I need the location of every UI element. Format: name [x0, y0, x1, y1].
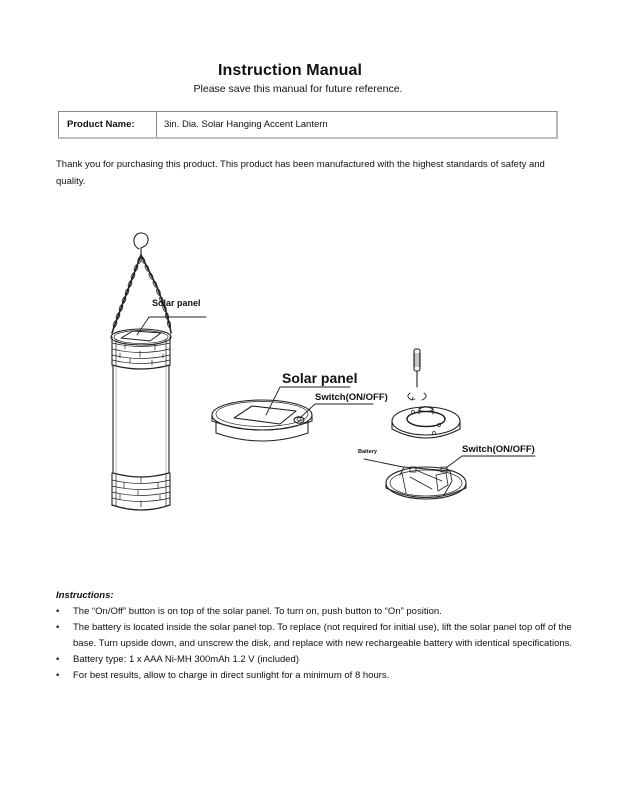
page-subtitle: Please save this manual for future reference. [193, 83, 403, 95]
panel-top-solar-panel-label: Solar panel [282, 370, 358, 386]
product-name-label: Product Name: [59, 112, 157, 137]
instruction-item [56, 620, 576, 652]
instructions-heading: Instructions: [56, 590, 114, 601]
page-title: Instruction Manual [217, 62, 363, 79]
battery-label: Battery [358, 449, 377, 455]
intro-paragraph: Thank you for purchasing this product. This product has been manufactured with the highest standards of safety and quality. [56, 159, 545, 187]
bullet-icon: • [56, 622, 60, 633]
instruction-text: The battery is located inside the solar panel top. To replace (not required for initial use), lift the solar panel top off of the base. Turn upside down, and unscrew the disk, and replace with new rechargeable battery with identical specifications. [73, 622, 573, 649]
bullet-icon: • [56, 654, 60, 665]
battery-compartment-drawing [364, 456, 535, 499]
product-illustration [0, 215, 619, 575]
bullet-icon: • [56, 606, 60, 617]
bullet-icon: • [56, 670, 60, 681]
chain-right [141, 255, 171, 333]
instruction-text: Battery type: 1 x AAA Ni-MH 300mAh 1.2 V (included) [73, 654, 299, 665]
chain-left [112, 255, 141, 333]
instruction-item [56, 604, 576, 620]
battery-switch-label: Switch(ON/OFF) [462, 444, 535, 455]
product-name-table [58, 111, 558, 139]
disk-with-screwdriver-drawing [392, 349, 460, 438]
illustration-svg [0, 215, 619, 575]
instructions-list [56, 604, 576, 684]
hanging-lantern-drawing [111, 233, 206, 510]
product-name-value: 3in. Dia. Solar Hanging Accent Lantern [164, 119, 328, 130]
lantern-solar-panel-label: Solar panel [152, 298, 201, 308]
hook-icon [134, 233, 148, 255]
instruction-item [56, 668, 576, 684]
instruction-text: For best results, allow to charge in direct sunlight for a minimum of 8 hours. [73, 670, 390, 681]
panel-top-switch-label: Switch(ON/OFF) [315, 392, 388, 403]
instruction-item [56, 652, 576, 668]
instruction-text: The “On/Off” button is on top of the solar panel. To turn on, push button to “On” position. [73, 606, 442, 617]
